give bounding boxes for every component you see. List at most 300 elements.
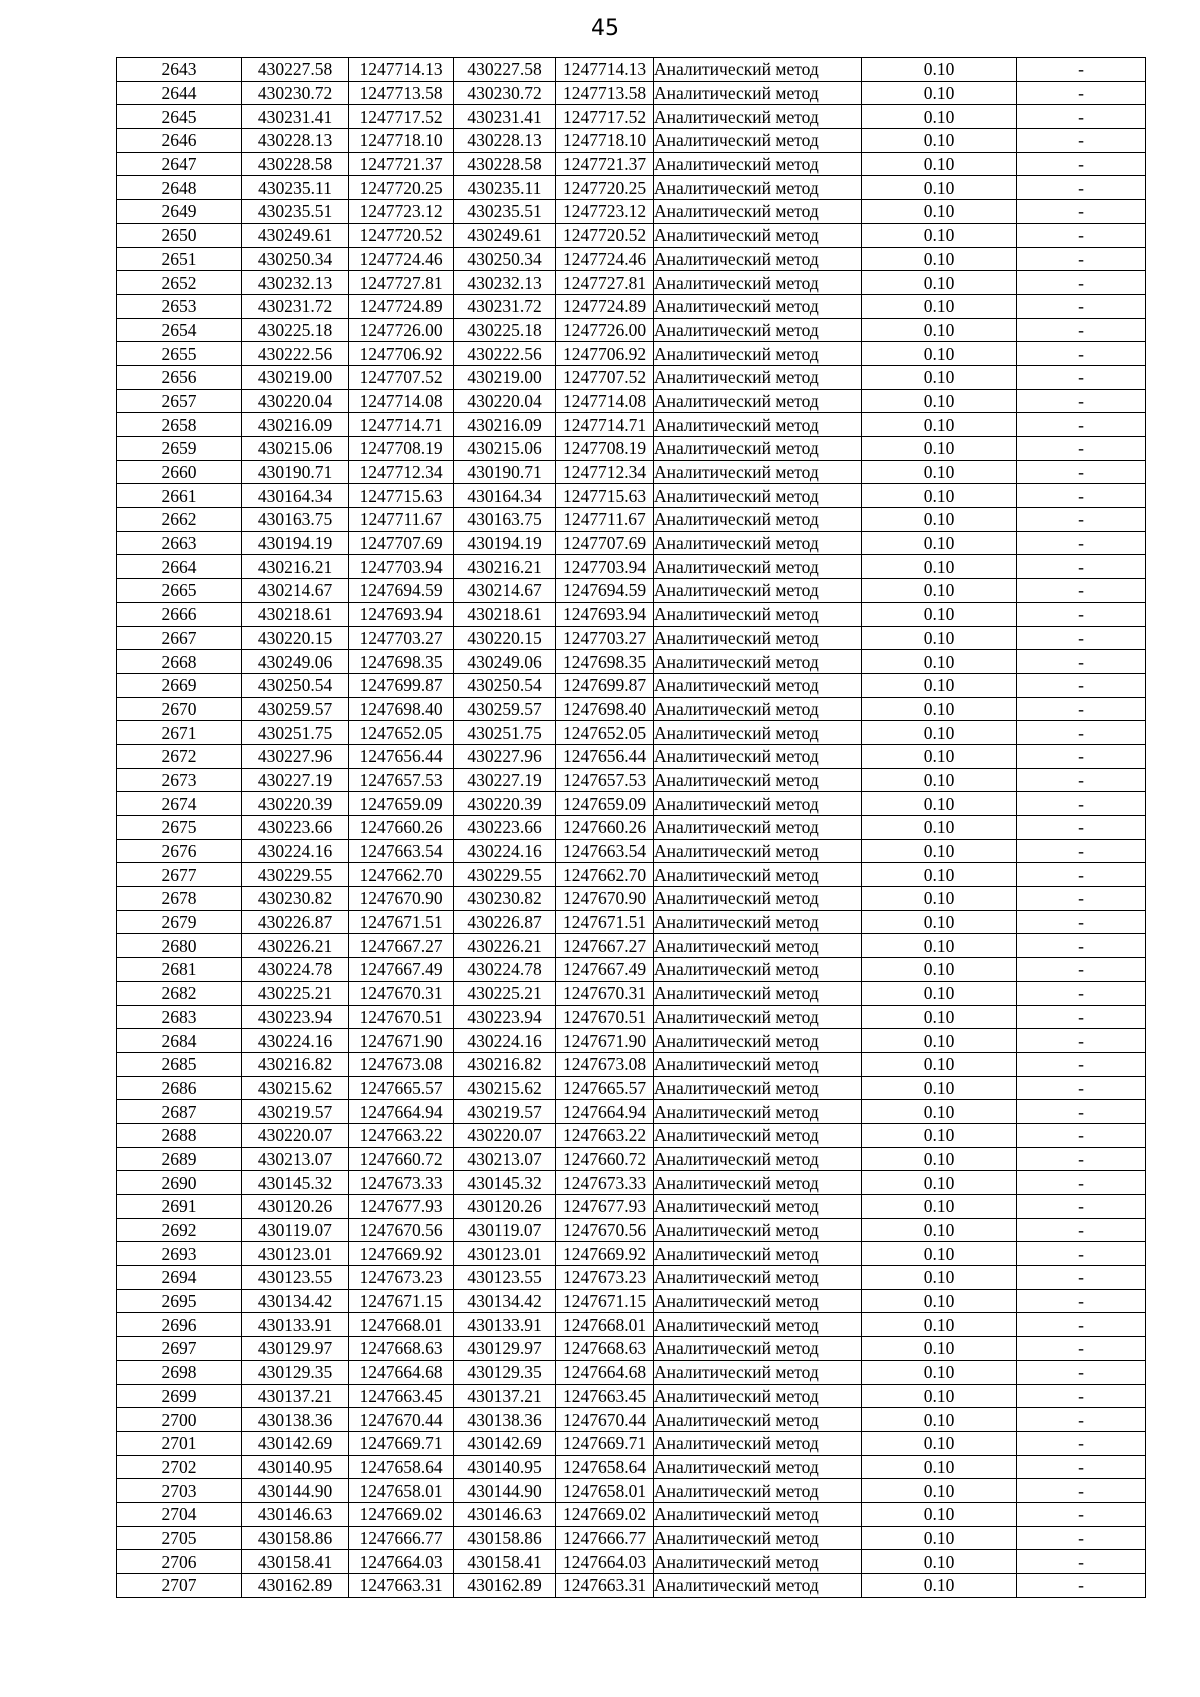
- note-cell: -: [1017, 81, 1146, 105]
- y-new-cell: 1247707.69: [556, 531, 654, 555]
- point-number-cell: 2707: [117, 1574, 242, 1598]
- point-number-cell: 2656: [117, 365, 242, 389]
- table-row: [117, 650, 1146, 674]
- x-old-cell: 430250.34: [242, 247, 349, 271]
- y-new-cell: 1247693.94: [556, 602, 654, 626]
- method-cell: Аналитический метод: [654, 1408, 862, 1432]
- point-number-cell: 2669: [117, 673, 242, 697]
- point-number-cell: 2663: [117, 531, 242, 555]
- y-old-cell: 1247671.51: [349, 910, 454, 934]
- method-cell: Аналитический метод: [654, 437, 862, 461]
- accuracy-cell: 0.10: [862, 1005, 1017, 1029]
- note-cell: -: [1017, 294, 1146, 318]
- table-row: [117, 816, 1146, 840]
- y-new-cell: 1247671.15: [556, 1289, 654, 1313]
- note-cell: -: [1017, 247, 1146, 271]
- x-new-cell: 430235.51: [454, 200, 556, 224]
- note-cell: -: [1017, 934, 1146, 958]
- x-new-cell: 430129.97: [454, 1337, 556, 1361]
- y-old-cell: 1247652.05: [349, 721, 454, 745]
- method-cell: Аналитический метод: [654, 1052, 862, 1076]
- table-row: [117, 200, 1146, 224]
- accuracy-cell: 0.10: [862, 887, 1017, 911]
- x-new-cell: 430215.62: [454, 1076, 556, 1100]
- note-cell: -: [1017, 1100, 1146, 1124]
- accuracy-cell: 0.10: [862, 1550, 1017, 1574]
- method-cell: Аналитический метод: [654, 247, 862, 271]
- accuracy-cell: 0.10: [862, 1171, 1017, 1195]
- x-old-cell: 430216.09: [242, 413, 349, 437]
- method-cell: Аналитический метод: [654, 1005, 862, 1029]
- x-old-cell: 430137.21: [242, 1384, 349, 1408]
- method-cell: Аналитический метод: [654, 271, 862, 295]
- note-cell: -: [1017, 792, 1146, 816]
- y-old-cell: 1247698.40: [349, 697, 454, 721]
- note-cell: -: [1017, 958, 1146, 982]
- note-cell: -: [1017, 176, 1146, 200]
- method-cell: Аналитический метод: [654, 1455, 862, 1479]
- table-row: [117, 1408, 1146, 1432]
- y-new-cell: 1247699.87: [556, 673, 654, 697]
- note-cell: -: [1017, 1195, 1146, 1219]
- x-old-cell: 430229.55: [242, 863, 349, 887]
- x-old-cell: 430145.32: [242, 1171, 349, 1195]
- y-old-cell: 1247666.77: [349, 1526, 454, 1550]
- y-new-cell: 1247711.67: [556, 508, 654, 532]
- note-cell: -: [1017, 271, 1146, 295]
- accuracy-cell: 0.10: [862, 508, 1017, 532]
- method-cell: Аналитический метод: [654, 1100, 862, 1124]
- table-row: [117, 1526, 1146, 1550]
- method-cell: Аналитический метод: [654, 887, 862, 911]
- x-old-cell: 430220.15: [242, 626, 349, 650]
- x-old-cell: 430215.06: [242, 437, 349, 461]
- point-number-cell: 2671: [117, 721, 242, 745]
- x-old-cell: 430190.71: [242, 460, 349, 484]
- y-new-cell: 1247663.22: [556, 1123, 654, 1147]
- y-old-cell: 1247714.08: [349, 389, 454, 413]
- method-cell: Аналитический метод: [654, 697, 862, 721]
- x-new-cell: 430158.86: [454, 1526, 556, 1550]
- table-row: [117, 1431, 1146, 1455]
- table-row: [117, 437, 1146, 461]
- x-old-cell: 430227.58: [242, 58, 349, 82]
- table-row: [117, 1123, 1146, 1147]
- x-old-cell: 430220.04: [242, 389, 349, 413]
- x-old-cell: 430216.82: [242, 1052, 349, 1076]
- x-new-cell: 430225.21: [454, 981, 556, 1005]
- accuracy-cell: 0.10: [862, 318, 1017, 342]
- x-new-cell: 430229.55: [454, 863, 556, 887]
- point-number-cell: 2643: [117, 58, 242, 82]
- table-row: [117, 579, 1146, 603]
- table-row: [117, 1147, 1146, 1171]
- method-cell: Аналитический метод: [654, 1147, 862, 1171]
- y-old-cell: 1247664.94: [349, 1100, 454, 1124]
- point-number-cell: 2654: [117, 318, 242, 342]
- x-old-cell: 430219.00: [242, 365, 349, 389]
- x-old-cell: 430251.75: [242, 721, 349, 745]
- y-old-cell: 1247708.19: [349, 437, 454, 461]
- x-new-cell: 430223.94: [454, 1005, 556, 1029]
- accuracy-cell: 0.10: [862, 1384, 1017, 1408]
- accuracy-cell: 0.10: [862, 1574, 1017, 1598]
- point-number-cell: 2694: [117, 1266, 242, 1290]
- x-new-cell: 430119.07: [454, 1218, 556, 1242]
- y-old-cell: 1247707.69: [349, 531, 454, 555]
- x-old-cell: 430129.97: [242, 1337, 349, 1361]
- accuracy-cell: 0.10: [862, 271, 1017, 295]
- table-row: [117, 697, 1146, 721]
- accuracy-cell: 0.10: [862, 1502, 1017, 1526]
- y-old-cell: 1247727.81: [349, 271, 454, 295]
- accuracy-cell: 0.10: [862, 981, 1017, 1005]
- note-cell: -: [1017, 200, 1146, 224]
- accuracy-cell: 0.10: [862, 697, 1017, 721]
- x-old-cell: 430228.13: [242, 129, 349, 153]
- table-row: [117, 413, 1146, 437]
- point-number-cell: 2657: [117, 389, 242, 413]
- y-new-cell: 1247724.46: [556, 247, 654, 271]
- y-new-cell: 1247673.23: [556, 1266, 654, 1290]
- accuracy-cell: 0.10: [862, 105, 1017, 129]
- x-new-cell: 430218.61: [454, 602, 556, 626]
- method-cell: Аналитический метод: [654, 152, 862, 176]
- accuracy-cell: 0.10: [862, 839, 1017, 863]
- point-number-cell: 2676: [117, 839, 242, 863]
- y-new-cell: 1247723.12: [556, 200, 654, 224]
- x-new-cell: 430220.04: [454, 389, 556, 413]
- table-row: [117, 58, 1146, 82]
- x-old-cell: 430144.90: [242, 1479, 349, 1503]
- note-cell: -: [1017, 1052, 1146, 1076]
- x-new-cell: 430231.72: [454, 294, 556, 318]
- y-new-cell: 1247669.02: [556, 1502, 654, 1526]
- accuracy-cell: 0.10: [862, 721, 1017, 745]
- x-old-cell: 430220.07: [242, 1123, 349, 1147]
- accuracy-cell: 0.10: [862, 200, 1017, 224]
- x-old-cell: 430231.72: [242, 294, 349, 318]
- note-cell: -: [1017, 105, 1146, 129]
- x-new-cell: 430220.39: [454, 792, 556, 816]
- x-new-cell: 430216.82: [454, 1052, 556, 1076]
- method-cell: Аналитический метод: [654, 1479, 862, 1503]
- table-row: [117, 223, 1146, 247]
- coordinates-table: [116, 57, 1146, 1598]
- method-cell: Аналитический метод: [654, 365, 862, 389]
- x-old-cell: 430163.75: [242, 508, 349, 532]
- y-new-cell: 1247663.54: [556, 839, 654, 863]
- note-cell: -: [1017, 721, 1146, 745]
- point-number-cell: 2696: [117, 1313, 242, 1337]
- x-new-cell: 430224.78: [454, 958, 556, 982]
- note-cell: -: [1017, 318, 1146, 342]
- table-row: [117, 1171, 1146, 1195]
- y-old-cell: 1247726.00: [349, 318, 454, 342]
- y-new-cell: 1247665.57: [556, 1076, 654, 1100]
- point-number-cell: 2681: [117, 958, 242, 982]
- table-row: [117, 910, 1146, 934]
- accuracy-cell: 0.10: [862, 1052, 1017, 1076]
- y-new-cell: 1247670.90: [556, 887, 654, 911]
- note-cell: -: [1017, 1360, 1146, 1384]
- x-new-cell: 430138.36: [454, 1408, 556, 1432]
- table-row: [117, 81, 1146, 105]
- y-old-cell: 1247668.63: [349, 1337, 454, 1361]
- x-old-cell: 430214.67: [242, 579, 349, 603]
- point-number-cell: 2659: [117, 437, 242, 461]
- y-new-cell: 1247726.00: [556, 318, 654, 342]
- accuracy-cell: 0.10: [862, 81, 1017, 105]
- table-row: [117, 1360, 1146, 1384]
- y-old-cell: 1247656.44: [349, 744, 454, 768]
- point-number-cell: 2646: [117, 129, 242, 153]
- note-cell: -: [1017, 342, 1146, 366]
- point-number-cell: 2701: [117, 1431, 242, 1455]
- x-old-cell: 430231.41: [242, 105, 349, 129]
- y-old-cell: 1247657.53: [349, 768, 454, 792]
- point-number-cell: 2668: [117, 650, 242, 674]
- note-cell: -: [1017, 389, 1146, 413]
- x-old-cell: 430224.16: [242, 1029, 349, 1053]
- y-new-cell: 1247667.27: [556, 934, 654, 958]
- y-old-cell: 1247721.37: [349, 152, 454, 176]
- y-old-cell: 1247670.31: [349, 981, 454, 1005]
- note-cell: -: [1017, 1550, 1146, 1574]
- x-old-cell: 430220.39: [242, 792, 349, 816]
- y-old-cell: 1247723.12: [349, 200, 454, 224]
- method-cell: Аналитический метод: [654, 555, 862, 579]
- point-number-cell: 2703: [117, 1479, 242, 1503]
- y-new-cell: 1247670.31: [556, 981, 654, 1005]
- point-number-cell: 2702: [117, 1455, 242, 1479]
- method-cell: Аналитический метод: [654, 602, 862, 626]
- note-cell: -: [1017, 650, 1146, 674]
- table-row: [117, 1218, 1146, 1242]
- point-number-cell: 2677: [117, 863, 242, 887]
- x-old-cell: 430227.19: [242, 768, 349, 792]
- point-number-cell: 2648: [117, 176, 242, 200]
- point-number-cell: 2672: [117, 744, 242, 768]
- x-old-cell: 430249.61: [242, 223, 349, 247]
- table-row: [117, 129, 1146, 153]
- x-old-cell: 430216.21: [242, 555, 349, 579]
- x-new-cell: 430219.57: [454, 1100, 556, 1124]
- method-cell: Аналитический метод: [654, 508, 862, 532]
- table-row: [117, 1337, 1146, 1361]
- x-new-cell: 430250.54: [454, 673, 556, 697]
- point-number-cell: 2686: [117, 1076, 242, 1100]
- y-new-cell: 1247663.31: [556, 1574, 654, 1598]
- y-new-cell: 1247664.94: [556, 1100, 654, 1124]
- x-old-cell: 430230.82: [242, 887, 349, 911]
- accuracy-cell: 0.10: [862, 602, 1017, 626]
- note-cell: -: [1017, 365, 1146, 389]
- x-old-cell: 430119.07: [242, 1218, 349, 1242]
- point-number-cell: 2667: [117, 626, 242, 650]
- note-cell: -: [1017, 223, 1146, 247]
- x-new-cell: 430213.07: [454, 1147, 556, 1171]
- note-cell: -: [1017, 555, 1146, 579]
- x-old-cell: 430235.51: [242, 200, 349, 224]
- table-row: [117, 958, 1146, 982]
- x-old-cell: 430224.16: [242, 839, 349, 863]
- y-old-cell: 1247671.90: [349, 1029, 454, 1053]
- accuracy-cell: 0.10: [862, 1289, 1017, 1313]
- y-old-cell: 1247703.94: [349, 555, 454, 579]
- x-old-cell: 430146.63: [242, 1502, 349, 1526]
- x-new-cell: 430142.69: [454, 1431, 556, 1455]
- point-number-cell: 2675: [117, 816, 242, 840]
- note-cell: -: [1017, 1266, 1146, 1290]
- note-cell: -: [1017, 1029, 1146, 1053]
- y-new-cell: 1247718.10: [556, 129, 654, 153]
- y-old-cell: 1247658.01: [349, 1479, 454, 1503]
- point-number-cell: 2687: [117, 1100, 242, 1124]
- method-cell: Аналитический метод: [654, 673, 862, 697]
- coordinates-table-body: [117, 58, 1146, 1598]
- point-number-cell: 2650: [117, 223, 242, 247]
- table-row: [117, 887, 1146, 911]
- y-new-cell: 1247663.45: [556, 1384, 654, 1408]
- y-old-cell: 1247724.46: [349, 247, 454, 271]
- table-row: [117, 1550, 1146, 1574]
- method-cell: Аналитический метод: [654, 342, 862, 366]
- y-new-cell: 1247694.59: [556, 579, 654, 603]
- x-new-cell: 430120.26: [454, 1195, 556, 1219]
- x-new-cell: 430235.11: [454, 176, 556, 200]
- method-cell: Аналитический метод: [654, 1289, 862, 1313]
- x-old-cell: 430120.26: [242, 1195, 349, 1219]
- point-number-cell: 2685: [117, 1052, 242, 1076]
- point-number-cell: 2645: [117, 105, 242, 129]
- x-new-cell: 430194.19: [454, 531, 556, 555]
- x-old-cell: 430230.72: [242, 81, 349, 105]
- y-new-cell: 1247698.35: [556, 650, 654, 674]
- x-new-cell: 430158.41: [454, 1550, 556, 1574]
- table-row: [117, 531, 1146, 555]
- accuracy-cell: 0.10: [862, 1479, 1017, 1503]
- x-new-cell: 430133.91: [454, 1313, 556, 1337]
- x-new-cell: 430137.21: [454, 1384, 556, 1408]
- table-row: [117, 981, 1146, 1005]
- x-new-cell: 430140.95: [454, 1455, 556, 1479]
- table-row: [117, 1195, 1146, 1219]
- y-new-cell: 1247671.90: [556, 1029, 654, 1053]
- method-cell: Аналитический метод: [654, 579, 862, 603]
- table-row: [117, 294, 1146, 318]
- y-new-cell: 1247660.72: [556, 1147, 654, 1171]
- point-number-cell: 2662: [117, 508, 242, 532]
- y-new-cell: 1247658.64: [556, 1455, 654, 1479]
- x-new-cell: 430250.34: [454, 247, 556, 271]
- y-new-cell: 1247720.52: [556, 223, 654, 247]
- x-new-cell: 430249.61: [454, 223, 556, 247]
- y-old-cell: 1247703.27: [349, 626, 454, 650]
- accuracy-cell: 0.10: [862, 816, 1017, 840]
- note-cell: -: [1017, 768, 1146, 792]
- accuracy-cell: 0.10: [862, 389, 1017, 413]
- x-new-cell: 430251.75: [454, 721, 556, 745]
- note-cell: -: [1017, 1502, 1146, 1526]
- note-cell: -: [1017, 1408, 1146, 1432]
- table-row: [117, 1076, 1146, 1100]
- method-cell: Аналитический метод: [654, 981, 862, 1005]
- accuracy-cell: 0.10: [862, 863, 1017, 887]
- x-old-cell: 430215.62: [242, 1076, 349, 1100]
- table-row: [117, 1479, 1146, 1503]
- point-number-cell: 2647: [117, 152, 242, 176]
- y-old-cell: 1247671.15: [349, 1289, 454, 1313]
- point-number-cell: 2704: [117, 1502, 242, 1526]
- x-old-cell: 430227.96: [242, 744, 349, 768]
- y-old-cell: 1247713.58: [349, 81, 454, 105]
- y-new-cell: 1247713.58: [556, 81, 654, 105]
- y-old-cell: 1247673.23: [349, 1266, 454, 1290]
- y-old-cell: 1247720.25: [349, 176, 454, 200]
- accuracy-cell: 0.10: [862, 1266, 1017, 1290]
- note-cell: -: [1017, 1479, 1146, 1503]
- method-cell: Аналитический метод: [654, 1242, 862, 1266]
- x-new-cell: 430228.13: [454, 129, 556, 153]
- y-old-cell: 1247670.90: [349, 887, 454, 911]
- note-cell: -: [1017, 531, 1146, 555]
- y-old-cell: 1247667.49: [349, 958, 454, 982]
- note-cell: -: [1017, 152, 1146, 176]
- accuracy-cell: 0.10: [862, 744, 1017, 768]
- x-new-cell: 430190.71: [454, 460, 556, 484]
- note-cell: -: [1017, 1526, 1146, 1550]
- table-row: [117, 626, 1146, 650]
- note-cell: -: [1017, 1147, 1146, 1171]
- note-cell: -: [1017, 484, 1146, 508]
- point-number-cell: 2670: [117, 697, 242, 721]
- y-old-cell: 1247669.02: [349, 1502, 454, 1526]
- y-new-cell: 1247670.51: [556, 1005, 654, 1029]
- note-cell: -: [1017, 129, 1146, 153]
- table-row: [117, 152, 1146, 176]
- note-cell: -: [1017, 58, 1146, 82]
- x-new-cell: 430249.06: [454, 650, 556, 674]
- note-cell: -: [1017, 863, 1146, 887]
- y-new-cell: 1247703.94: [556, 555, 654, 579]
- table-row: [117, 1052, 1146, 1076]
- x-old-cell: 430213.07: [242, 1147, 349, 1171]
- y-old-cell: 1247673.08: [349, 1052, 454, 1076]
- point-number-cell: 2690: [117, 1171, 242, 1195]
- method-cell: Аналитический метод: [654, 792, 862, 816]
- y-new-cell: 1247698.40: [556, 697, 654, 721]
- y-old-cell: 1247669.71: [349, 1431, 454, 1455]
- method-cell: Аналитический метод: [654, 1195, 862, 1219]
- y-new-cell: 1247708.19: [556, 437, 654, 461]
- y-new-cell: 1247670.56: [556, 1218, 654, 1242]
- note-cell: -: [1017, 1289, 1146, 1313]
- note-cell: -: [1017, 887, 1146, 911]
- table-row: [117, 484, 1146, 508]
- note-cell: -: [1017, 910, 1146, 934]
- note-cell: -: [1017, 1218, 1146, 1242]
- y-new-cell: 1247707.52: [556, 365, 654, 389]
- x-new-cell: 430220.15: [454, 626, 556, 650]
- y-new-cell: 1247668.01: [556, 1313, 654, 1337]
- accuracy-cell: 0.10: [862, 129, 1017, 153]
- y-old-cell: 1247670.44: [349, 1408, 454, 1432]
- y-old-cell: 1247667.27: [349, 934, 454, 958]
- x-old-cell: 430225.21: [242, 981, 349, 1005]
- table-row: [117, 1574, 1146, 1598]
- accuracy-cell: 0.10: [862, 1526, 1017, 1550]
